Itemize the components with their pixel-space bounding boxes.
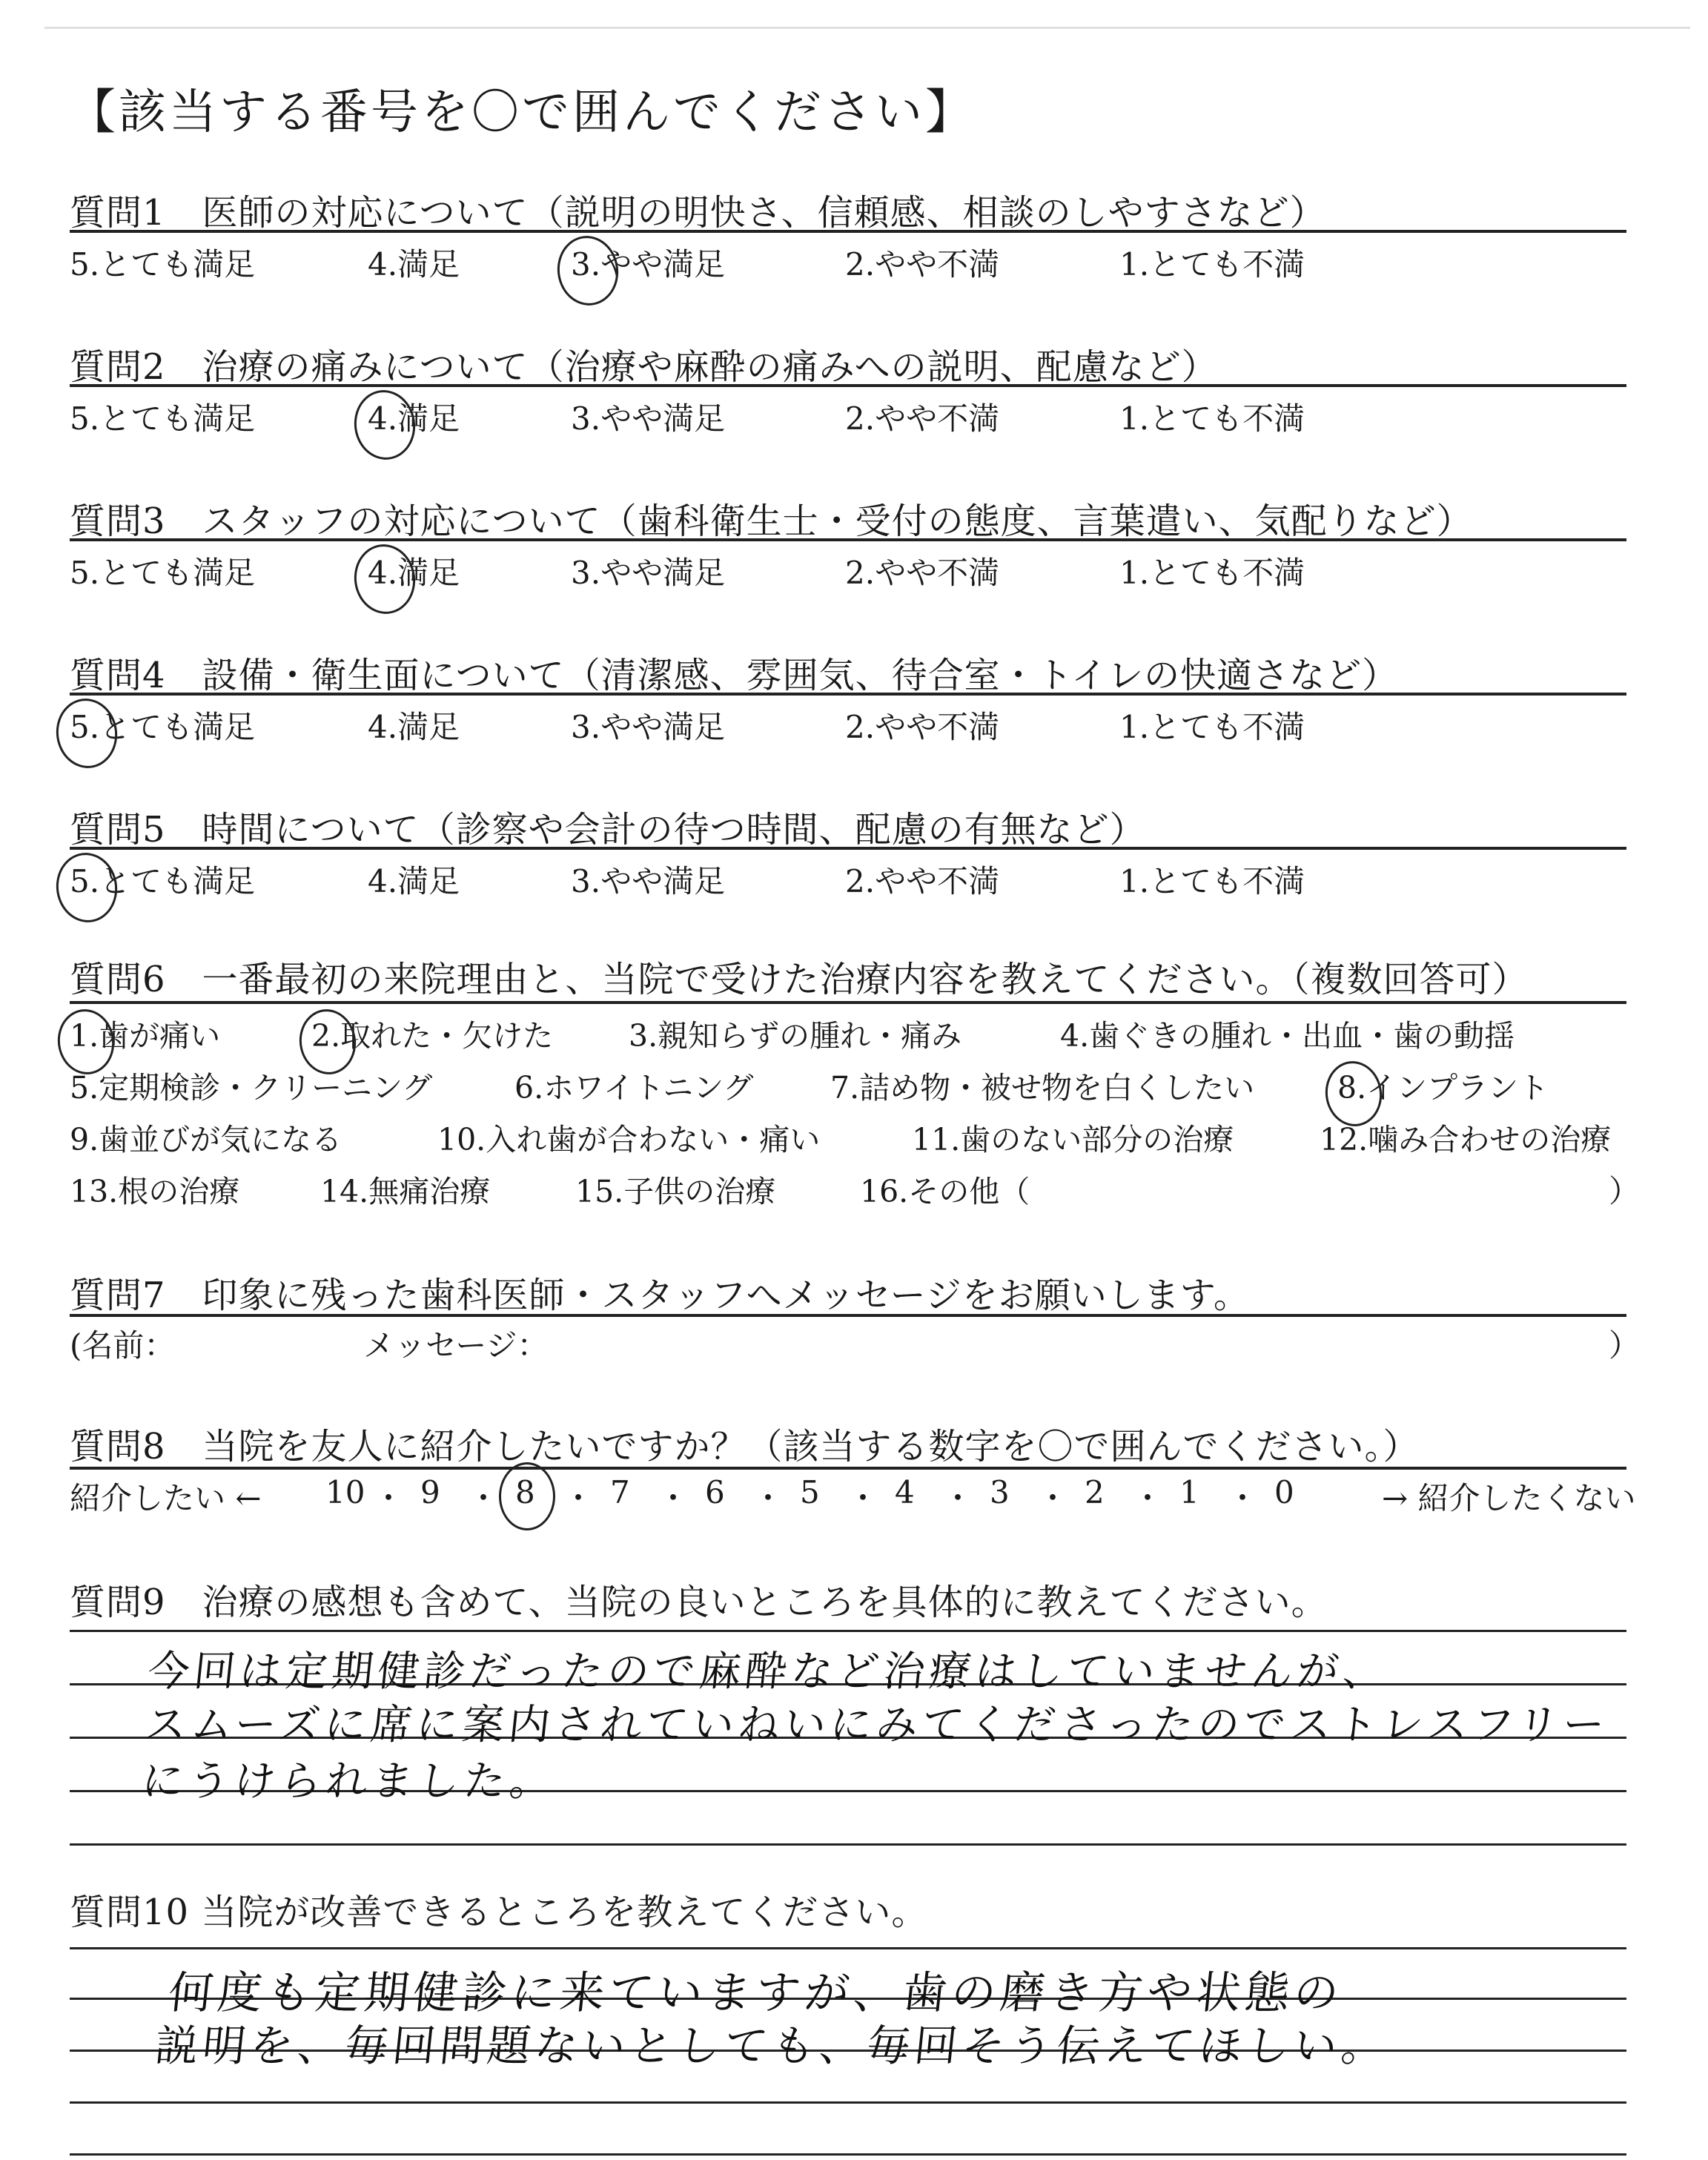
q6-other-close-paren: ）	[1609, 1173, 1641, 1209]
q8-value-9[interactable]: 9	[420, 1474, 440, 1510]
q1-rule	[70, 230, 1626, 233]
q8-separator: ・	[563, 1480, 595, 1516]
q1-option-4[interactable]	[368, 240, 460, 285]
option-number: 2.	[845, 246, 875, 283]
option-label: とても不満	[1149, 709, 1305, 745]
option-number: 5.	[70, 1070, 99, 1106]
option-number: 3.	[571, 555, 601, 591]
q1-options	[70, 240, 1626, 285]
option-label: とても不満	[1149, 863, 1305, 899]
option-number: 4.	[368, 709, 398, 745]
q8-rule	[70, 1467, 1626, 1470]
option-number: 1.	[1119, 246, 1150, 283]
option-label: とても満足	[99, 555, 256, 591]
q6-option-11[interactable]	[912, 1115, 1234, 1159]
q2-title: 質問2 治療の痛みについて（治療や麻酔の痛みへの説明、配慮など）	[70, 346, 1218, 388]
q2-option-3[interactable]	[571, 394, 725, 439]
option-label: とても不満	[1149, 400, 1305, 437]
q8-value-1[interactable]: 1	[1179, 1474, 1199, 1510]
q6-option-8[interactable]	[1337, 1063, 1549, 1107]
q5-option-5[interactable]	[70, 857, 255, 902]
q8-value-0[interactable]: 0	[1274, 1474, 1294, 1510]
q6-option-13[interactable]	[70, 1167, 239, 1211]
option-number: 2.	[311, 1018, 341, 1054]
q8-value-7[interactable]: 7	[610, 1474, 630, 1510]
option-label: やや満足	[600, 709, 726, 745]
option-number: 3.	[571, 400, 601, 437]
q5-title: 質問5 時間について（診察や会計の待つ時間、配慮の有無など）	[70, 809, 1146, 851]
q3-option-3[interactable]	[571, 549, 725, 593]
option-label: やや不満	[875, 555, 1000, 591]
option-number: 10.	[437, 1122, 486, 1157]
option-label: 満足	[397, 246, 460, 283]
q4-option-5[interactable]	[70, 703, 255, 747]
option-number: 5.	[70, 863, 100, 899]
option-label: やや不満	[875, 246, 1000, 283]
q6-option-1[interactable]	[70, 1011, 220, 1055]
q1-option-3[interactable]	[571, 240, 725, 285]
q8-value-8[interactable]: 8	[515, 1474, 535, 1510]
option-label: 噛み合わせの治療	[1368, 1122, 1612, 1157]
option-label: 歯が痛い	[99, 1018, 221, 1054]
option-number: 4.	[1060, 1018, 1090, 1054]
q10-line-4	[70, 2101, 1626, 2104]
option-label: 根の治療	[118, 1174, 240, 1209]
option-label: 満足	[397, 400, 460, 437]
q6-option-10[interactable]	[437, 1115, 820, 1159]
q3-title: 質問3 スタッフの対応について（歯科衛生士・受付の態度、言葉遣い、気配りなど）	[70, 501, 1473, 542]
q3-option-4[interactable]	[368, 549, 460, 593]
q8-separator: ・	[942, 1480, 974, 1516]
q7-title: 質問7 印象に残った歯科医師・スタッフへメッセージをお願いします。	[70, 1275, 1250, 1316]
option-label: やや満足	[600, 863, 726, 899]
option-label: とても満足	[99, 709, 256, 745]
q10-line-1	[70, 1947, 1626, 1949]
q6-option-4[interactable]	[1060, 1011, 1515, 1055]
q6-option-6[interactable]	[514, 1063, 753, 1107]
option-number: 8.	[1337, 1070, 1367, 1106]
q8-value-2[interactable]: 2	[1085, 1474, 1105, 1510]
option-label: 満足	[397, 555, 460, 591]
q6-option-7[interactable]	[830, 1063, 1254, 1107]
q5-option-4[interactable]	[368, 857, 460, 902]
q10-line-5	[70, 2153, 1626, 2156]
option-label: とても満足	[99, 863, 256, 899]
option-number: 3.	[629, 1018, 658, 1054]
q8-value-4[interactable]: 4	[895, 1474, 915, 1510]
q9-title: 質問9 治療の感想も含めて、当院の良いところを具体的に教えてください。	[70, 1582, 1328, 1623]
option-label: その他（	[908, 1174, 1030, 1209]
option-number: 14.	[320, 1174, 369, 1209]
q3-option-1[interactable]	[1119, 549, 1305, 593]
option-label: 満足	[397, 863, 460, 899]
q5-option-1[interactable]	[1119, 857, 1305, 902]
q5-rule	[70, 847, 1626, 850]
q8-separator: ・	[468, 1480, 500, 1516]
option-label: 歯並びが気になる	[99, 1122, 342, 1157]
option-label: 詰め物・被せ物を白くしたい	[859, 1070, 1255, 1106]
q3-options	[70, 549, 1626, 593]
option-number: 4.	[368, 555, 398, 591]
q4-option-1[interactable]	[1119, 703, 1305, 747]
q9-answer-line-1: 今回は定期健診だったので麻酔など治療はしていませんが、	[145, 1648, 1391, 1696]
q9-line-1	[70, 1630, 1626, 1632]
q9-answer-line-3: にうけられました。	[139, 1757, 558, 1806]
q10-answer-line-2: 説明を、毎回問題ないとしても、毎回そう伝えてほしい。	[152, 2021, 1392, 2071]
q10-title: 質問10 当院が改善できるところを教えてください。	[70, 1892, 928, 1933]
option-label: とても満足	[99, 400, 256, 437]
option-label: ホワイトニング	[543, 1070, 754, 1106]
option-number: 3.	[571, 246, 601, 283]
q2-options	[70, 394, 1626, 439]
option-label: 無痛治療	[368, 1174, 491, 1209]
page-title: 【該当する番号を〇で囲んでください】	[68, 85, 976, 140]
option-label: やや満足	[600, 400, 726, 437]
option-label: インプラント	[1366, 1070, 1549, 1106]
option-label: 歯のない部分の治療	[960, 1122, 1234, 1157]
option-number: 16.	[860, 1174, 909, 1209]
q5-option-3[interactable]	[571, 857, 725, 902]
q4-option-3[interactable]	[571, 703, 725, 747]
option-number: 1.	[1119, 709, 1150, 745]
option-number: 5.	[70, 709, 100, 745]
option-label: 満足	[397, 709, 460, 745]
q7-close-paren: ）	[1609, 1327, 1641, 1364]
q6-option-5[interactable]	[70, 1063, 432, 1107]
q1-title: 質問1 医師の対応について（説明の明快さ、信頼感、相談のしやすさなど）	[70, 192, 1326, 234]
option-number: 4.	[368, 863, 398, 899]
option-label: 親知らずの腫れ・痛み	[658, 1018, 962, 1054]
q6-rule	[70, 1001, 1626, 1004]
option-number: 2.	[845, 709, 875, 745]
option-number: 1.	[1119, 863, 1150, 899]
option-label: 取れた・欠けた	[340, 1018, 554, 1054]
option-number: 15.	[575, 1174, 624, 1209]
q8-separator: ・	[1132, 1480, 1164, 1516]
q8-value-10[interactable]: 10	[325, 1474, 365, 1510]
option-number: 4.	[368, 400, 398, 437]
q1-option-5[interactable]	[70, 240, 255, 285]
q7-rule	[70, 1314, 1626, 1317]
q8-separator: ・	[658, 1480, 689, 1516]
q6-option-12[interactable]	[1320, 1115, 1611, 1159]
q6-option-2[interactable]	[311, 1011, 553, 1055]
q5-option-2[interactable]	[845, 857, 999, 902]
q9-line-5	[70, 1843, 1626, 1846]
q7-name-label: (名前：	[70, 1327, 176, 1364]
q8-value-3[interactable]: 3	[990, 1474, 1010, 1510]
option-label: やや不満	[875, 709, 1000, 745]
top-border	[44, 27, 1690, 29]
option-label: やや不満	[875, 400, 1000, 437]
q8-left-label: 紹介したい ←	[70, 1480, 262, 1516]
q8-right-label: → 紹介したくない	[1382, 1480, 1636, 1516]
q9-answer-line-2: スムーズに席に案内されていねいにみてくださったのでストレスフリー	[142, 1701, 1612, 1749]
q3-rule	[70, 538, 1626, 541]
q6-option-14[interactable]	[320, 1167, 490, 1211]
q8-separator: ・	[847, 1480, 879, 1516]
q8-value-6[interactable]: 6	[705, 1474, 725, 1510]
option-number: 11.	[912, 1122, 961, 1157]
q1-option-2[interactable]	[845, 240, 999, 285]
option-label: やや不満	[875, 863, 1000, 899]
q6-option-16[interactable]	[860, 1167, 1030, 1211]
q5-options	[70, 857, 1626, 902]
option-number: 2.	[845, 555, 875, 591]
q4-rule	[70, 693, 1626, 696]
q7-message-label: メッセージ：	[363, 1327, 549, 1364]
q10-answer-line-1: 何度も定期健診に来ていますが、歯の磨き方や状態の	[165, 1967, 1346, 2019]
option-label: やや満足	[600, 246, 726, 283]
q1-option-1[interactable]	[1119, 240, 1305, 285]
option-number: 13.	[70, 1174, 119, 1209]
q8-separator: ・	[373, 1480, 405, 1516]
option-number: 1.	[1119, 555, 1150, 591]
q2-rule	[70, 384, 1626, 387]
option-number: 5.	[70, 555, 100, 591]
q8-title: 質問8 当院を友人に紹介したいですか？（該当する数字を〇で囲んでください。）	[70, 1426, 1420, 1467]
option-number: 5.	[70, 246, 100, 283]
option-number: 3.	[571, 709, 601, 745]
option-label: 子供の治療	[623, 1174, 776, 1209]
q6-option-3[interactable]	[629, 1011, 961, 1055]
q8-separator: ・	[1037, 1480, 1069, 1516]
q4-options	[70, 703, 1626, 747]
q6-option-15[interactable]	[575, 1167, 775, 1211]
option-number: 7.	[830, 1070, 860, 1106]
option-number: 1.	[1119, 400, 1150, 437]
option-number: 9.	[70, 1122, 99, 1157]
q6-option-9[interactable]	[70, 1115, 342, 1159]
option-number: 12.	[1320, 1122, 1368, 1157]
q2-option-2[interactable]	[845, 394, 999, 439]
option-number: 2.	[845, 863, 875, 899]
q8-separator: ・	[752, 1480, 784, 1516]
option-label: とても不満	[1149, 246, 1305, 283]
q4-option-4[interactable]	[368, 703, 460, 747]
q2-option-4[interactable]	[368, 394, 460, 439]
q6-title: 質問6 一番最初の来院理由と、当院で受けた治療内容を教えてください。（複数回答可）	[70, 959, 1529, 1000]
option-number: 1.	[70, 1018, 99, 1054]
q3-option-2[interactable]	[845, 549, 999, 593]
option-label: 歯ぐきの腫れ・出血・歯の動揺	[1089, 1018, 1515, 1054]
option-label: やや満足	[600, 555, 726, 591]
option-label: とても不満	[1149, 555, 1305, 591]
option-label: 定期検診・クリーニング	[99, 1070, 433, 1106]
option-number: 3.	[571, 863, 601, 899]
q4-title: 質問4 設備・衛生面について（清潔感、雰囲気、待合室・トイレの快適さなど）	[70, 655, 1399, 696]
q2-option-1[interactable]	[1119, 394, 1305, 439]
q8-value-5[interactable]: 5	[800, 1474, 820, 1510]
option-label: 入れ歯が合わない・痛い	[486, 1122, 821, 1157]
q8-scale	[70, 1474, 1636, 1519]
q8-separator: ・	[1227, 1480, 1259, 1516]
q2-option-5[interactable]	[70, 394, 255, 439]
option-number: 6.	[514, 1070, 544, 1106]
option-label: とても満足	[99, 246, 256, 283]
option-number: 4.	[368, 246, 398, 283]
option-number: 5.	[70, 400, 100, 437]
q4-option-2[interactable]	[845, 703, 999, 747]
q3-option-5[interactable]	[70, 549, 255, 593]
option-number: 2.	[845, 400, 875, 437]
